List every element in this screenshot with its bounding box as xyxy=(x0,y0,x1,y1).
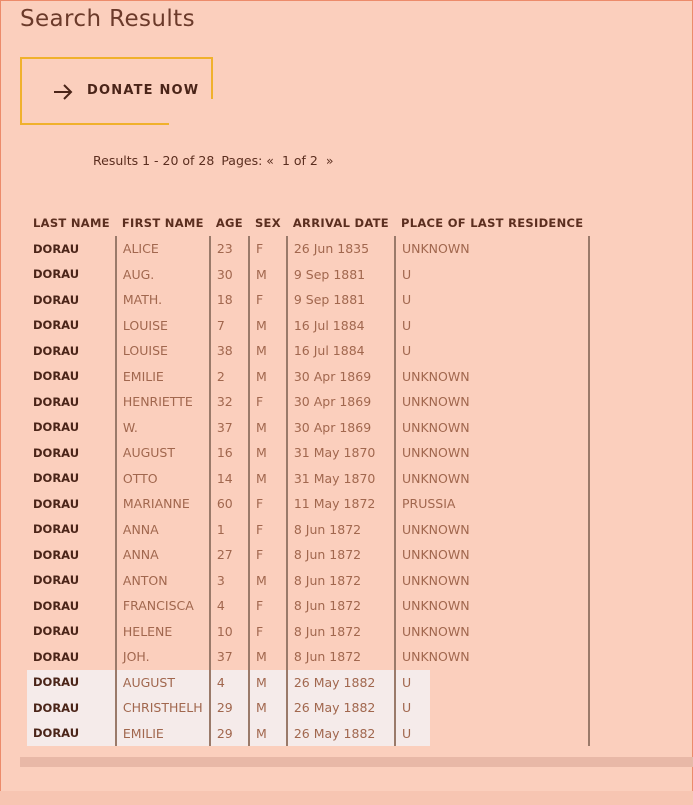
cell-arrival-date: 26 May 1882 xyxy=(287,695,395,721)
results-table xyxy=(27,210,590,746)
cell-arrival-date: 11 May 1872 xyxy=(287,491,395,517)
cell-arrival-date: 9 Sep 1881 xyxy=(287,287,395,313)
page-title: Search Results xyxy=(20,6,195,32)
cell-first-name: CHRISTHELH xyxy=(116,695,210,721)
donate-now-button[interactable] xyxy=(22,59,211,123)
cell-sex: F xyxy=(249,542,287,568)
cell-place-of-last-residence: UNKNOWN xyxy=(395,466,589,492)
bottom-strip xyxy=(0,791,693,805)
cell-arrival-date: 16 Jul 1884 xyxy=(287,338,395,364)
pages-label: Pages: xyxy=(221,153,263,168)
cell-last-name[interactable]: DORAU xyxy=(27,517,116,543)
cell-first-name: ANNA xyxy=(116,517,210,543)
cell-arrival-date: 26 May 1882 xyxy=(287,721,395,747)
table-row[interactable] xyxy=(27,517,589,543)
results-summary: Results 1 - 20 of 28 xyxy=(93,153,215,168)
cell-place-of-last-residence: U xyxy=(395,262,589,288)
cell-arrival-date: 30 Apr 1869 xyxy=(287,415,395,441)
table-row[interactable] xyxy=(27,542,589,568)
donate-now-label: DONATE NOW xyxy=(87,83,200,98)
cell-first-name: HELENE xyxy=(116,619,210,645)
cell-arrival-date: 31 May 1870 xyxy=(287,466,395,492)
cell-last-name[interactable]: DORAU xyxy=(27,542,116,568)
cell-first-name: ANNA xyxy=(116,542,210,568)
cell-last-name[interactable]: DORAU xyxy=(27,287,116,313)
cell-first-name: AUG. xyxy=(116,262,210,288)
cell-place-of-last-residence: UNKNOWN xyxy=(395,542,589,568)
cell-age: 3 xyxy=(210,568,249,594)
cell-sex: M xyxy=(249,644,287,670)
cell-place-of-last-residence xyxy=(395,695,589,721)
cell-arrival-date: 26 May 1882 xyxy=(287,670,395,696)
prev-page-link[interactable]: « xyxy=(266,153,274,168)
cell-place-of-last-residence: UNKNOWN xyxy=(395,440,589,466)
cell-age: 23 xyxy=(210,236,249,262)
cell-place-of-last-residence: UNKNOWN xyxy=(395,593,589,619)
cell-sex: F xyxy=(249,236,287,262)
cell-age: 2 xyxy=(210,364,249,390)
cell-first-name: MARIANNE xyxy=(116,491,210,517)
table-row[interactable] xyxy=(27,415,589,441)
table-row[interactable] xyxy=(27,440,589,466)
table-row[interactable] xyxy=(27,236,589,262)
cell-first-name: W. xyxy=(116,415,210,441)
cell-text: U xyxy=(401,700,412,716)
cell-first-name: AUGUST xyxy=(116,670,210,696)
cell-last-name[interactable]: DORAU xyxy=(27,262,116,288)
next-page-link[interactable]: » xyxy=(325,153,334,168)
cell-last-name[interactable]: DORAU xyxy=(27,568,116,594)
header-arrival-date[interactable]: ARRIVAL DATE xyxy=(292,216,389,230)
cell-age: 18 xyxy=(210,287,249,313)
cell-arrival-date: 26 Jun 1835 xyxy=(287,236,395,262)
table-row[interactable] xyxy=(27,364,589,390)
cell-age: 10 xyxy=(210,619,249,645)
cell-place-of-last-residence: U xyxy=(395,287,589,313)
table-row[interactable] xyxy=(27,262,589,288)
cell-sex: M xyxy=(249,364,287,390)
cell-arrival-date: 30 Apr 1869 xyxy=(287,389,395,415)
header-last-name[interactable]: LAST NAME xyxy=(33,216,110,230)
cell-first-name: OTTO xyxy=(116,466,210,492)
cell-age: 16 xyxy=(210,440,249,466)
cell-age: 60 xyxy=(210,491,249,517)
cell-place-of-last-residence xyxy=(395,670,589,696)
donate-border-right xyxy=(211,57,213,99)
cell-first-name: MATH. xyxy=(116,287,210,313)
cell-last-name[interactable]: DORAU xyxy=(27,670,116,696)
header-sex[interactable]: SEX xyxy=(254,216,281,230)
cell-text: U xyxy=(401,674,412,690)
cell-sex: M xyxy=(249,695,287,721)
cell-age: 38 xyxy=(210,338,249,364)
cell-arrival-date: 31 May 1870 xyxy=(287,440,395,466)
cell-sex: M xyxy=(249,415,287,441)
cell-last-name[interactable]: DORAU xyxy=(27,389,116,415)
cell-first-name: ALICE xyxy=(116,236,210,262)
cell-age: 4 xyxy=(210,670,249,696)
cell-arrival-date: 8 Jun 1872 xyxy=(287,568,395,594)
cell-sex: M xyxy=(249,313,287,339)
cell-last-name[interactable]: DORAU xyxy=(27,644,116,670)
cell-last-name[interactable]: DORAU xyxy=(27,466,116,492)
cell-age: 29 xyxy=(210,721,249,747)
table-row[interactable] xyxy=(27,593,589,619)
cell-age: 37 xyxy=(210,415,249,441)
cell-first-name: FRANCISCA xyxy=(116,593,210,619)
table-row[interactable] xyxy=(27,313,589,339)
cell-place-of-last-residence: UNKNOWN xyxy=(395,568,589,594)
cell-place-of-last-residence: UNKNOWN xyxy=(395,364,589,390)
cell-first-name: LOUISE xyxy=(116,313,210,339)
cell-sex: M xyxy=(249,338,287,364)
cell-first-name: ANTON xyxy=(116,568,210,594)
page-indicator: 1 of 2 xyxy=(281,153,318,168)
cell-sex: M xyxy=(249,466,287,492)
cell-last-name[interactable]: DORAU xyxy=(27,236,116,262)
cell-sex: F xyxy=(249,389,287,415)
cell-place-of-last-residence: UNKNOWN xyxy=(395,517,589,543)
cell-place-of-last-residence: UNKNOWN xyxy=(395,415,589,441)
table-row[interactable] xyxy=(27,389,589,415)
cell-age: 29 xyxy=(210,695,249,721)
cell-sex: M xyxy=(249,721,287,747)
header-place-of-last-residence[interactable]: PLACE OF LAST RESIDENCE xyxy=(400,216,584,230)
donate-button-frame xyxy=(20,57,213,125)
cell-last-name[interactable]: DORAU xyxy=(27,491,116,517)
cell-arrival-date: 16 Jul 1884 xyxy=(287,313,395,339)
cell-age: 32 xyxy=(210,389,249,415)
cell-first-name: EMILIE xyxy=(116,364,210,390)
cell-age: 14 xyxy=(210,466,249,492)
cell-sex: M xyxy=(249,568,287,594)
cell-first-name: AUGUST xyxy=(116,440,210,466)
cell-age: 7 xyxy=(210,313,249,339)
cell-arrival-date: 8 Jun 1872 xyxy=(287,517,395,543)
cell-place-of-last-residence: U xyxy=(395,313,589,339)
pagination-bar xyxy=(93,153,333,168)
cell-sex: F xyxy=(249,287,287,313)
cell-last-name[interactable]: DORAU xyxy=(27,695,116,721)
cell-first-name: LOUISE xyxy=(116,338,210,364)
table-row[interactable] xyxy=(27,466,589,492)
cell-place-of-last-residence: U xyxy=(395,338,589,364)
cell-first-name: JOH. xyxy=(116,644,210,670)
table-row[interactable] xyxy=(27,491,589,517)
cell-place-of-last-residence: UNKNOWN xyxy=(395,644,589,670)
cell-age: 30 xyxy=(210,262,249,288)
cell-last-name[interactable]: DORAU xyxy=(27,721,116,747)
table-row[interactable] xyxy=(27,670,589,696)
cell-sex: F xyxy=(249,593,287,619)
cell-arrival-date: 8 Jun 1872 xyxy=(287,542,395,568)
cell-arrival-date: 8 Jun 1872 xyxy=(287,644,395,670)
cell-place-of-last-residence xyxy=(395,721,589,747)
donate-border-bottom xyxy=(20,123,169,125)
cell-last-name[interactable]: DORAU xyxy=(27,415,116,441)
cell-last-name[interactable]: DORAU xyxy=(27,440,116,466)
cell-last-name[interactable]: DORAU xyxy=(27,313,116,339)
cell-text: U xyxy=(401,725,412,741)
cell-age: 1 xyxy=(210,517,249,543)
cell-last-name[interactable]: DORAU xyxy=(27,364,116,390)
table-header-row xyxy=(27,210,589,236)
cell-place-of-last-residence: UNKNOWN xyxy=(395,389,589,415)
table-row[interactable] xyxy=(27,644,589,670)
cell-place-of-last-residence: PRUSSIA xyxy=(395,491,589,517)
table-row[interactable] xyxy=(27,568,589,594)
cell-first-name: HENRIETTE xyxy=(116,389,210,415)
cell-sex: F xyxy=(249,517,287,543)
horizontal-scrollbar[interactable] xyxy=(20,757,693,767)
cell-sex: M xyxy=(249,440,287,466)
cell-age: 37 xyxy=(210,644,249,670)
cell-sex: M xyxy=(249,670,287,696)
cell-arrival-date: 8 Jun 1872 xyxy=(287,619,395,645)
table-row[interactable] xyxy=(27,721,589,747)
cell-sex: F xyxy=(249,491,287,517)
table-row[interactable] xyxy=(27,695,589,721)
arrow-right-icon xyxy=(52,82,74,102)
table-row[interactable] xyxy=(27,287,589,313)
cell-sex: M xyxy=(249,262,287,288)
table-row[interactable] xyxy=(27,338,589,364)
cell-arrival-date: 30 Apr 1869 xyxy=(287,364,395,390)
cell-arrival-date: 9 Sep 1881 xyxy=(287,262,395,288)
cell-arrival-date: 8 Jun 1872 xyxy=(287,593,395,619)
cell-age: 4 xyxy=(210,593,249,619)
cell-first-name: EMILIE xyxy=(116,721,210,747)
cell-last-name[interactable]: DORAU xyxy=(27,619,116,645)
cell-age: 27 xyxy=(210,542,249,568)
header-first-name[interactable]: FIRST NAME xyxy=(121,216,204,230)
cell-last-name[interactable]: DORAU xyxy=(27,338,116,364)
header-age[interactable]: AGE xyxy=(215,216,243,230)
cell-last-name[interactable]: DORAU xyxy=(27,593,116,619)
cell-sex: F xyxy=(249,619,287,645)
cell-place-of-last-residence: UNKNOWN xyxy=(395,619,589,645)
cell-place-of-last-residence: UNKNOWN xyxy=(395,236,589,262)
table-row[interactable] xyxy=(27,619,589,645)
